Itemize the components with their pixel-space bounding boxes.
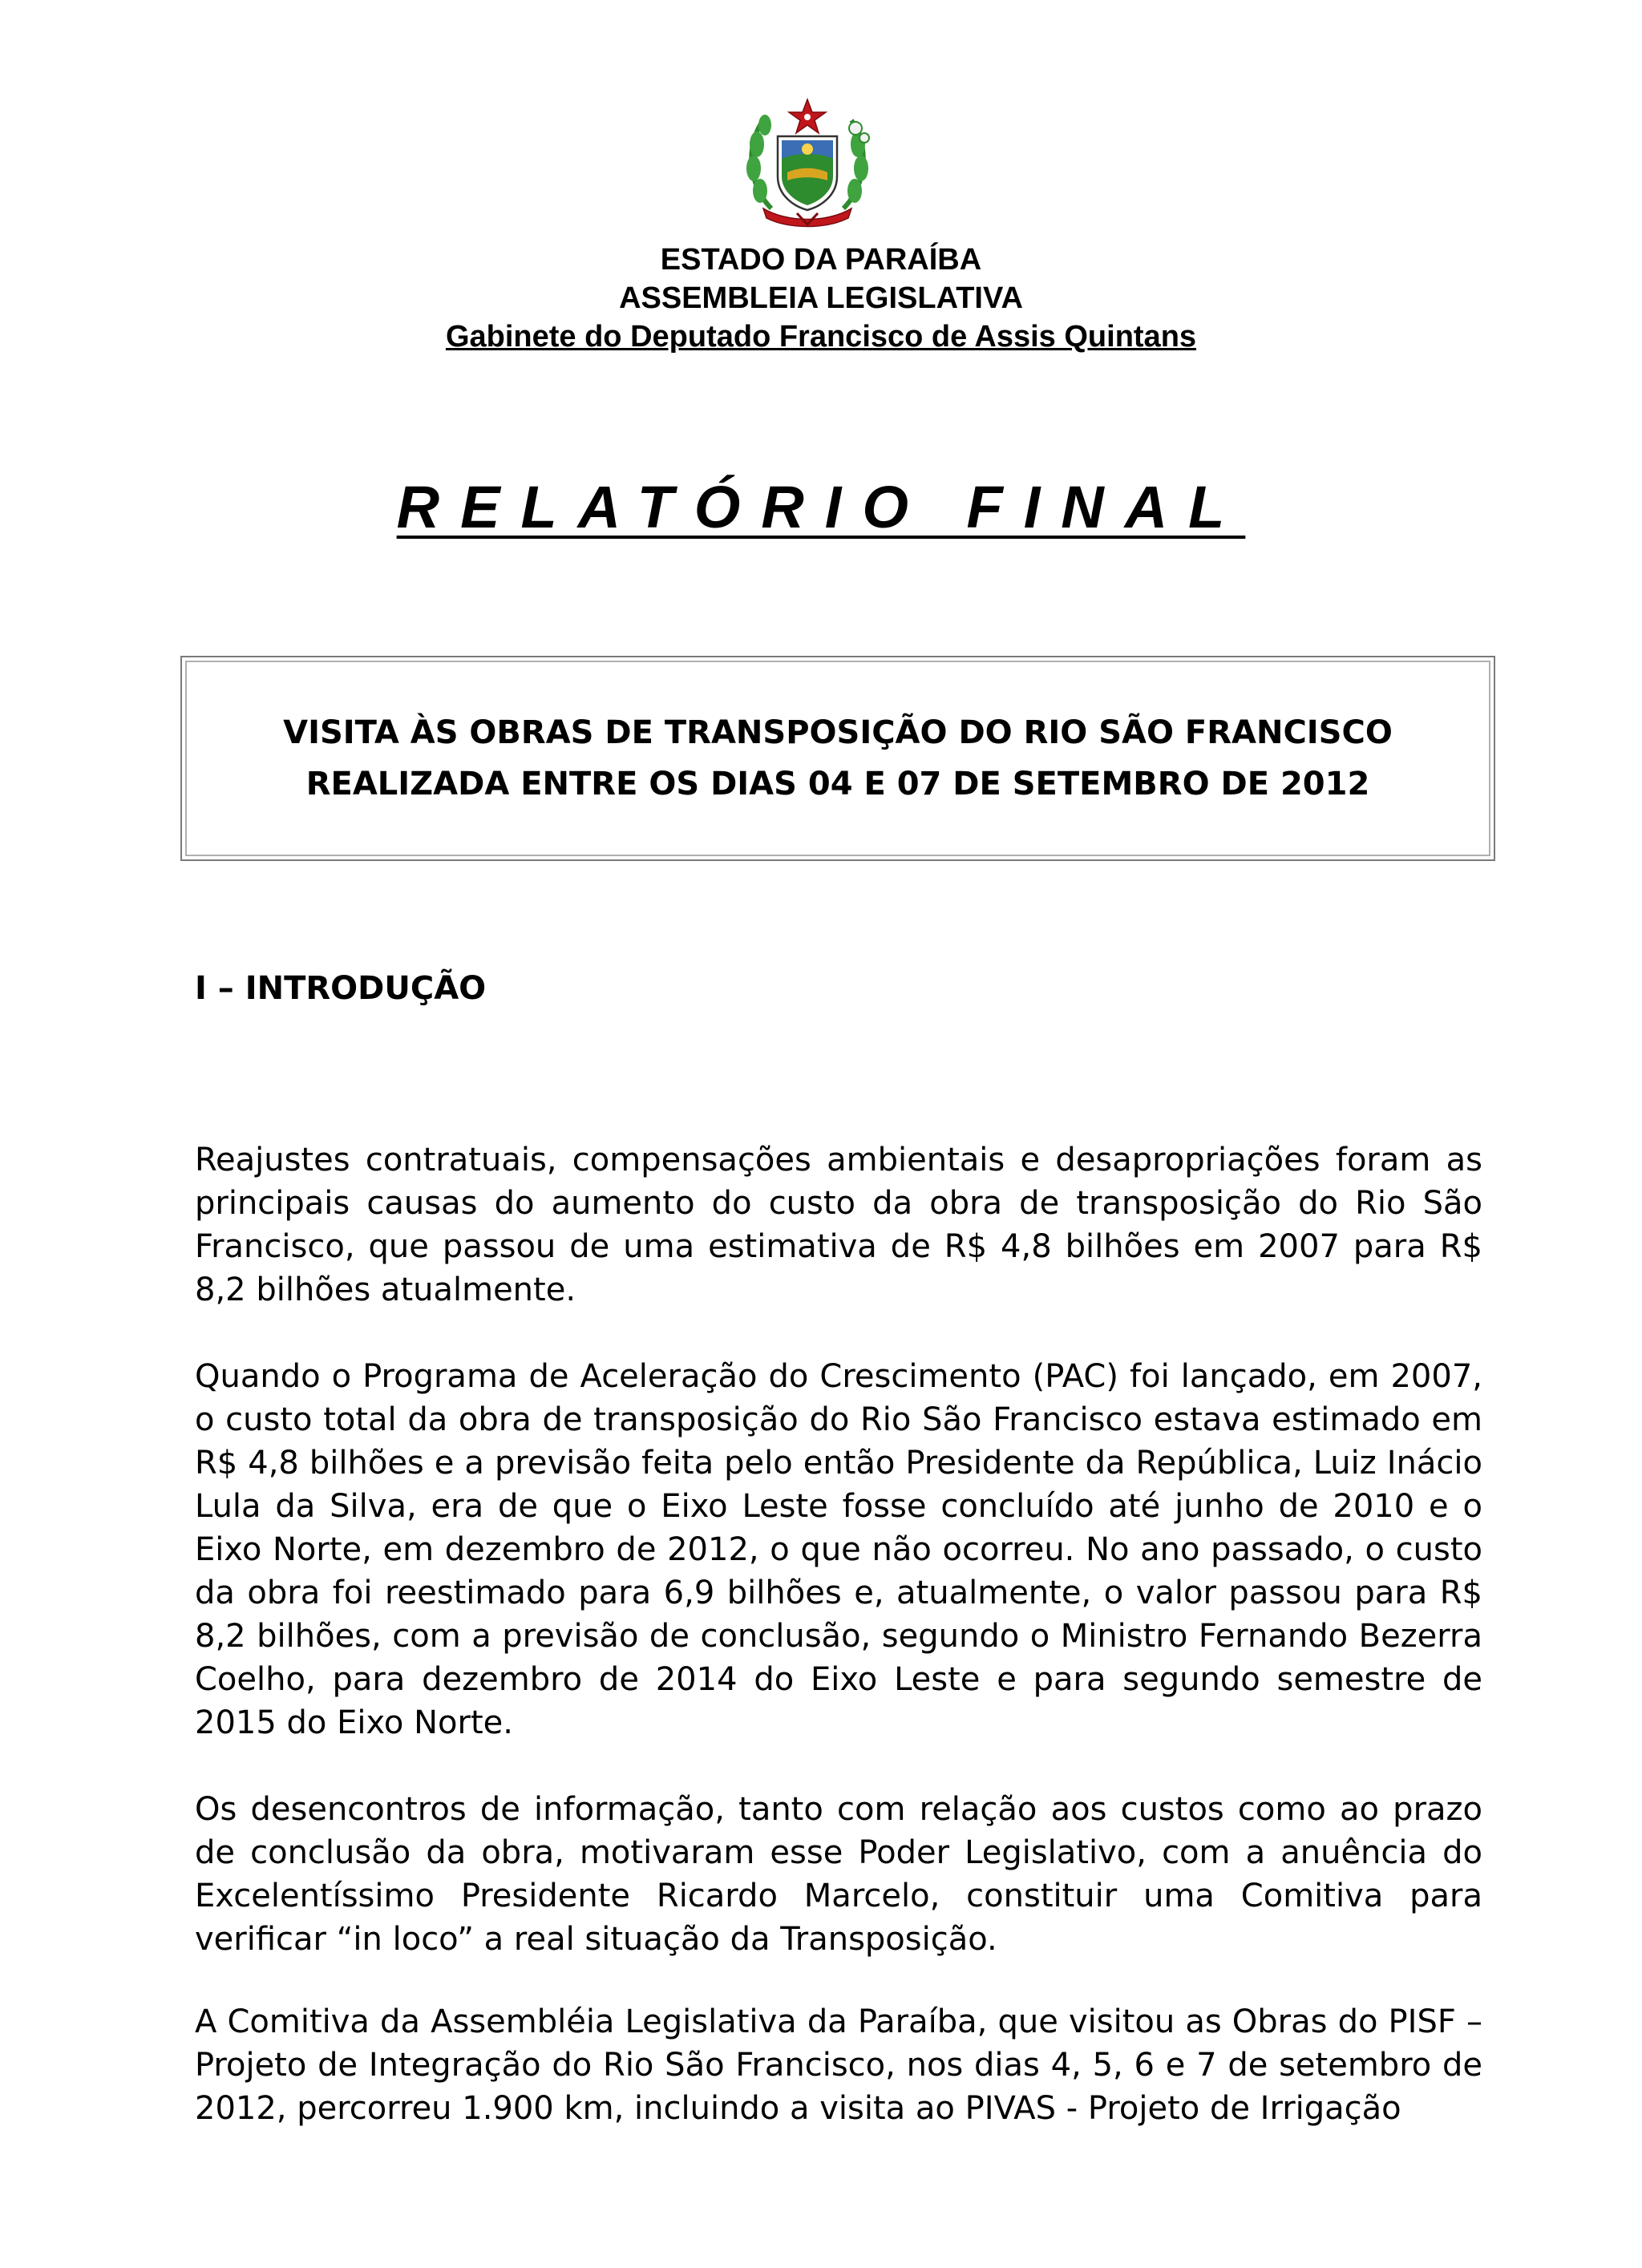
subject-box <box>180 656 1495 861</box>
subject-line-2: REALIZADA ENTRE OS DIAS 04 E 07 DE SETEMBRO DE 2012 <box>305 766 1370 802</box>
letterhead <box>0 241 1642 356</box>
paragraph-3: Os desencontros de informação, tanto com relação aos custos como ao prazo de conclusão da obra, motivaram esse Poder Legislativo, com a anuência do Excelentíssimo Presidente Ricardo Marcelo, constituir uma Comitiva para verificar “in loco” a real situação da Transposição. <box>195 1791 1482 1958</box>
section-heading: I – INTRODUÇÃO <box>195 970 487 1007</box>
report-title: RELATÓRIO FINAL <box>396 474 1246 540</box>
subject-line-1: VISITA ÀS OBRAS DE TRANSPOSIÇÃO DO RIO SÃO FRANCISCO <box>283 714 1393 751</box>
paragraph-1: Reajustes contratuais, compensações ambientais e desapropriações foram as principais causas do aumento do custo da obra de transposição do Rio São Francisco, que passou de uma estimativa de R$ 4,8 bilhões em 2007 para R$ 8,2 bilhões atualmente. <box>195 1142 1482 1308</box>
state-name: ESTADO DA PARAÍBA <box>660 243 982 277</box>
assembly-name: ASSEMBLEIA LEGISLATIVA <box>619 281 1023 315</box>
paraiba-coat-of-arms-icon <box>739 96 876 228</box>
office-name: Gabinete do Deputado Francisco de Assis Quintans <box>445 320 1197 354</box>
paragraph-4: A Comitiva da Assembléia Legislativa da Paraíba, que visitou as Obras do PISF – Projeto de Integração do Rio São Francisco, nos dias 4, 5, 6 e 7 de setembro de 2012, percorreu 1.900 km, incluindo a visita ao PIVAS - Projeto de Irrigação <box>195 2003 1482 2127</box>
paragraph-2: Quando o Programa de Aceleração do Crescimento (PAC) foi lançado, em 2007, o custo total da obra de transposição do Rio São Francisco estava estimado em R$ 4,8 bilhões e a previsão feita pelo então Presidente da República, Luiz Inácio Lula da Silva, era de que o Eixo Leste fosse concluído até junho de 2010 e o Eixo Norte, em dezembro de 2012, o que não ocorreu. No ano passado, o custo da obra foi reestimado para 6,9 bilhões e, atualmente, o valor passou para R$ 8,2 bilhões, com a previsão de conclusão, segundo o Ministro Fernando Bezerra Coelho, para dezembro de 2014 do Eixo Leste e para segundo semestre de 2015 do Eixo Norte. <box>195 1358 1482 1741</box>
